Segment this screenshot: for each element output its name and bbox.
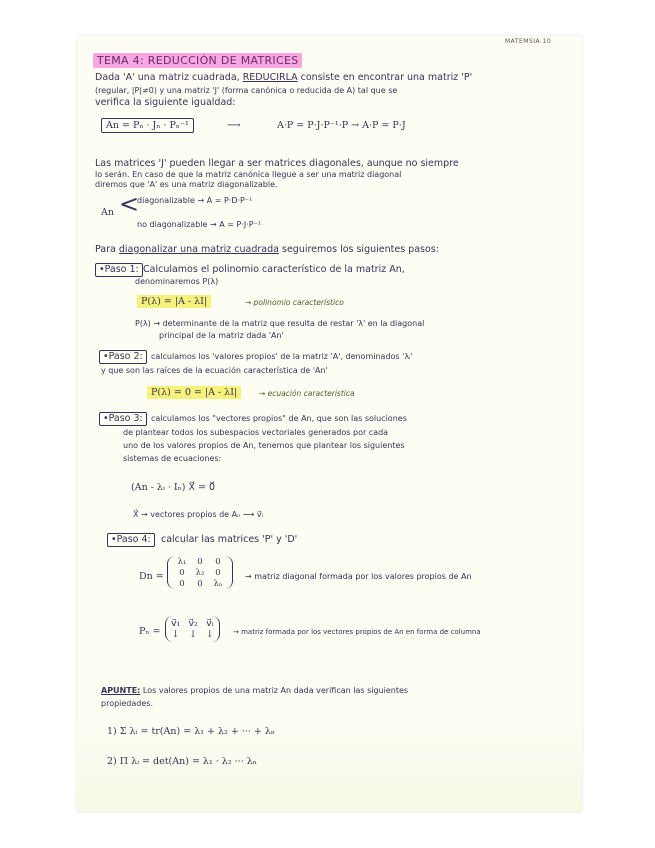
pn-col-vector: v⃗₂: [188, 618, 198, 629]
paso-1-label: •Paso 1:: [95, 263, 143, 277]
paso-3-label: •Paso 3:: [99, 412, 147, 426]
paso-4-line-1: calcular las matrices 'P' y 'D': [161, 534, 298, 545]
pn-note: → matriz formada por los vectores propios de An en forma de columna: [233, 628, 481, 636]
pn-col-vector: v⃗₁: [171, 618, 181, 629]
down-arrow-icon: ↓: [205, 629, 214, 640]
paso-1-line-1: Calculamos el polinomio característico de la matriz An,: [143, 264, 405, 275]
pn-col-3: [206, 618, 214, 640]
apunte-label: APUNTE:: [101, 686, 141, 695]
intro-line-2: (regular, |P|≠0) y una matriz 'J' (forma canónica o reducida de A) tal que se: [95, 86, 398, 95]
branch-brace: <: [119, 190, 140, 218]
dn-cell: 0: [197, 578, 203, 589]
apunte-line-2: propiedades.: [101, 699, 153, 708]
paso-1-def-1: P(λ) → determinante de la matriz que resulta de restar 'λ' en la diagonal: [135, 319, 425, 328]
apunte-property-1: 1) Σ λᵢ = tr(An) = λ₁ + λ₂ + ··· + λₙ: [107, 726, 276, 737]
intro-line-3: verifica la siguiente igualdad:: [95, 97, 236, 108]
down-arrow-icon: ↓: [189, 629, 198, 640]
steps-intro-post: seguiremos los siguientes pasos:: [278, 244, 439, 255]
dn-cell: 0: [179, 578, 185, 589]
down-arrow-icon: ↓: [171, 629, 180, 640]
apunte-text: Los valores propios de una matriz An dada verifican las siguientes: [142, 686, 409, 695]
page-header: MATEMSIA 10: [505, 38, 552, 45]
steps-intro-pre: Para: [95, 244, 119, 255]
diag-line-1: Las matrices 'J' pueden llegar a ser matrices diagonales, aunque no siempre: [95, 158, 459, 169]
dn-cell: 0: [197, 556, 203, 567]
dn-cell: λ₁: [177, 556, 187, 567]
steps-intro-keyword: diagonalizar una matriz cuadrada: [118, 244, 279, 255]
dn-cell: λ₂: [195, 567, 205, 578]
intro-line-1: [95, 72, 472, 84]
dn-label: Dn =: [139, 571, 164, 582]
dn-cell: 0: [215, 556, 221, 567]
diag-line-3: diremos que 'A' es una matriz diagonalizable.: [95, 180, 278, 189]
intro-text-c: consiste en encontrar una matriz 'P': [297, 72, 473, 83]
dn-cell: λₙ: [213, 578, 223, 589]
paso-3-system: (An - λᵢ · Iₙ) X⃗ = 0⃗: [131, 482, 216, 493]
intro-keyword: REDUCIRLA: [242, 72, 298, 83]
paso-2-line-1: calculamos los 'valores propios' de la matriz 'A', denominados 'λᵢ': [151, 352, 413, 361]
branch-root: An: [101, 207, 114, 218]
apunte-line-1: [101, 686, 408, 696]
paso-1-line-2: denominaremos P(λ): [135, 277, 219, 286]
paso-3-line-1: calculamos los "vectores propios" de An, que son las soluciones: [151, 414, 407, 423]
pn-col-2: [188, 618, 197, 640]
paso-3-line-3: uno de los valores propios de An, tenemos que plantear los siguientes: [123, 441, 405, 450]
steps-intro: [95, 244, 439, 256]
apunte-property-2: 2) Π λᵢ = det(An) = λ₁ · λ₂ ··· λₙ: [107, 756, 257, 767]
paso-3-line-4: sistemas de ecuaciones:: [123, 454, 222, 463]
dn-matrix: [167, 556, 233, 589]
paso-4-label: •Paso 4:: [107, 533, 155, 547]
dn-cell: 0: [179, 567, 185, 578]
paso-2-label: •Paso 2:: [99, 350, 147, 364]
equation-arrow: ⟶: [227, 120, 241, 131]
pn-label: Pₙ =: [139, 626, 161, 637]
paso-2-formula: P(λ) = 0 = |A - λI|: [147, 386, 241, 399]
notebook-page: [77, 36, 582, 812]
paso-1-def-2: principal de la matriz dada 'An': [159, 331, 284, 340]
dn-cell: 0: [215, 567, 221, 578]
pn-matrix: [165, 616, 220, 642]
paso-2-note: → ecuación característica: [259, 389, 355, 398]
equation-rhs: A·P = P·J·P⁻¹·P → A·P = P·J: [277, 120, 406, 131]
paso-3-vectors: X⃗ → vectores propios de Aₙ ⟶ v⃗ᵢ: [133, 510, 264, 519]
paso-2-line-2: y que son las raíces de la ecuación característica de 'An': [101, 366, 328, 375]
diag-line-2: lo serán. En caso de que la matriz canónica llegue a ser una matriz diagonal: [95, 170, 402, 179]
pn-col-1: [171, 618, 180, 640]
paso-1-formula: P(λ) = |A - λI|: [137, 295, 211, 308]
paso-3-line-2: de plantear todos los subespacios vectoriales generados por cada: [123, 428, 389, 437]
page-title: TEMA 4: REDUCCIÓN DE MATRICES: [93, 53, 302, 68]
equation-boxed: An = Pₙ · Jₙ · Pₙ⁻¹: [101, 118, 194, 133]
pn-col-vector: v⃗ᵢ: [206, 618, 214, 629]
intro-text-a: Dada 'A' una matriz cuadrada,: [95, 72, 243, 83]
branch-diagonalizable: diagonalizable → A = P·D·P⁻¹: [137, 196, 253, 205]
dn-note: → matriz diagonal formada por los valores propios de An: [245, 572, 472, 581]
paso-1-note: → polinomio característico: [245, 298, 344, 307]
branch-not-diagonalizable: no diagonalizable → A = P·J·P⁻¹: [137, 220, 261, 229]
